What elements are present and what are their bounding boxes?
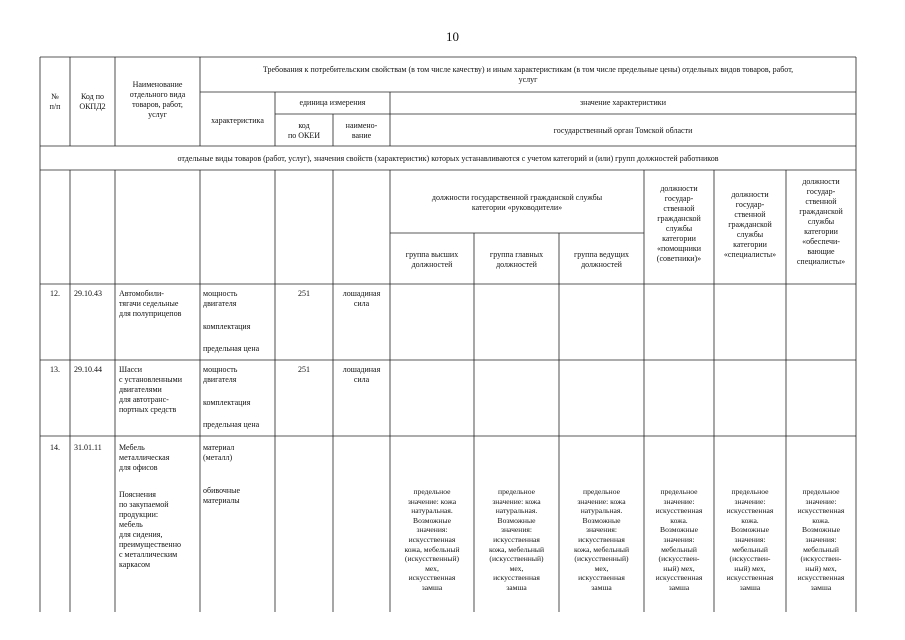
header-group-lead: группа ведущих должностей bbox=[574, 250, 629, 269]
row-13-char-price: предельная цена bbox=[203, 420, 260, 429]
row-13-name: Шасси с установленными двигателями для автотранс- портных средств bbox=[119, 365, 183, 414]
row-13-number: 13. bbox=[50, 365, 60, 374]
row-12-char-power: мощность двигателя bbox=[203, 289, 238, 308]
header-leaders: должности государственной гражданской службы категории «руководители» bbox=[431, 193, 603, 212]
header-support: должности государ- ственной гражданской службы категории «обеспечи- вающие специалисты» bbox=[796, 177, 846, 266]
category-note: отдельные виды товаров (работ, услуг), значения свойств (характеристик) которых устанавливаются с учетом категорий и (или) групп должностей работников bbox=[177, 154, 719, 163]
header-unit-name: наимено- вание bbox=[345, 121, 378, 140]
row-12-code: 29.10.43 bbox=[74, 289, 102, 298]
header-col-okpd: Код по ОКПД2 bbox=[79, 92, 106, 111]
row-12-name: Автомобили- тягачи седельные для полуприцепов bbox=[119, 289, 182, 318]
header-characteristic: характеристика bbox=[211, 116, 264, 125]
header-col-number: № п/п bbox=[49, 92, 61, 111]
header-col-name: Наименование отдельного вида товаров, работ, услуг bbox=[129, 80, 186, 119]
row-12-char-equipment: комплектация bbox=[203, 322, 251, 331]
header-unit-code: код по ОКЕИ bbox=[287, 121, 321, 140]
row-14-number: 14. bbox=[50, 443, 60, 452]
row-14-value-lead: предельное значение: кожа натуральная. Возможные значения: искусственная кожа, мебельный (искусственный) мех, искусственная замша bbox=[573, 487, 630, 592]
row-14-value-main: предельное значение: кожа натуральная. Возможные значения: искусственная кожа, мебельный (искусственный) мех, искусственная замша bbox=[488, 487, 545, 592]
header-group-high: группа высших должностей bbox=[405, 250, 459, 269]
row-12-char-price: предельная цена bbox=[203, 344, 260, 353]
row-14-name: Мебель металлическая для офисов bbox=[119, 443, 170, 472]
header-requirements: Требования к потребительским свойствам (в том числе качеству) и иным характеристикам (в том числе предельные цены) отдельных видов товаров, работ, услуг bbox=[262, 65, 794, 84]
header-assistants: должности государ- ственной гражданской службы категории «помощники (советники)» bbox=[656, 184, 702, 263]
row-14-value-assistants: предельное значение: искусственная кожа. Возможные значения: мебельный (искусствен- ный) мех, искусственная замша bbox=[655, 487, 703, 592]
header-state-body: государственный орган Томской области bbox=[553, 126, 693, 135]
row-13-char-power: мощность двигателя bbox=[203, 365, 238, 384]
row-14-value-specialists: предельное значение: искусственная кожа. Возможные значения: мебельный (искусствен- ный) мех, искусственная замша bbox=[726, 487, 774, 592]
header-value: значение характеристики bbox=[580, 98, 666, 107]
row-13-unit-name: лошадиная сила bbox=[342, 365, 381, 384]
row-12-unit-code: 251 bbox=[298, 289, 310, 298]
page-number: 10 bbox=[446, 29, 459, 44]
header-group-main: группа главных должностей bbox=[489, 250, 544, 269]
row-14-code: 31.01.11 bbox=[74, 443, 102, 452]
row-14-value-support: предельное значение: искусственная кожа. Возможные значения: мебельный (искусствен- ный) мех, искусственная замша bbox=[797, 487, 845, 592]
row-14-value-high: предельное значение: кожа натуральная. Возможные значения: искусственная кожа, мебельный (искусственный) мех, искусственная замша bbox=[404, 487, 460, 592]
row-12-unit-name: лошадиная сила bbox=[342, 289, 381, 308]
row-13-char-equipment: комплектация bbox=[203, 398, 251, 407]
row-14-char-material: материал (металл) bbox=[203, 443, 235, 462]
row-13-code: 29.10.44 bbox=[74, 365, 102, 374]
row-14-char-upholstery: обивочные материалы bbox=[203, 486, 241, 505]
row-12-number: 12. bbox=[50, 289, 60, 298]
row-13-unit-code: 251 bbox=[298, 365, 310, 374]
row-14-name-note: Пояснения по закупаемой продукции: мебель для сидения, преимущественно с металлическим каркасом bbox=[119, 490, 181, 569]
header-unit: единица измерения bbox=[299, 98, 366, 107]
header-specialists: должности государ- ственной гражданской службы категории «специалисты» bbox=[723, 190, 777, 259]
